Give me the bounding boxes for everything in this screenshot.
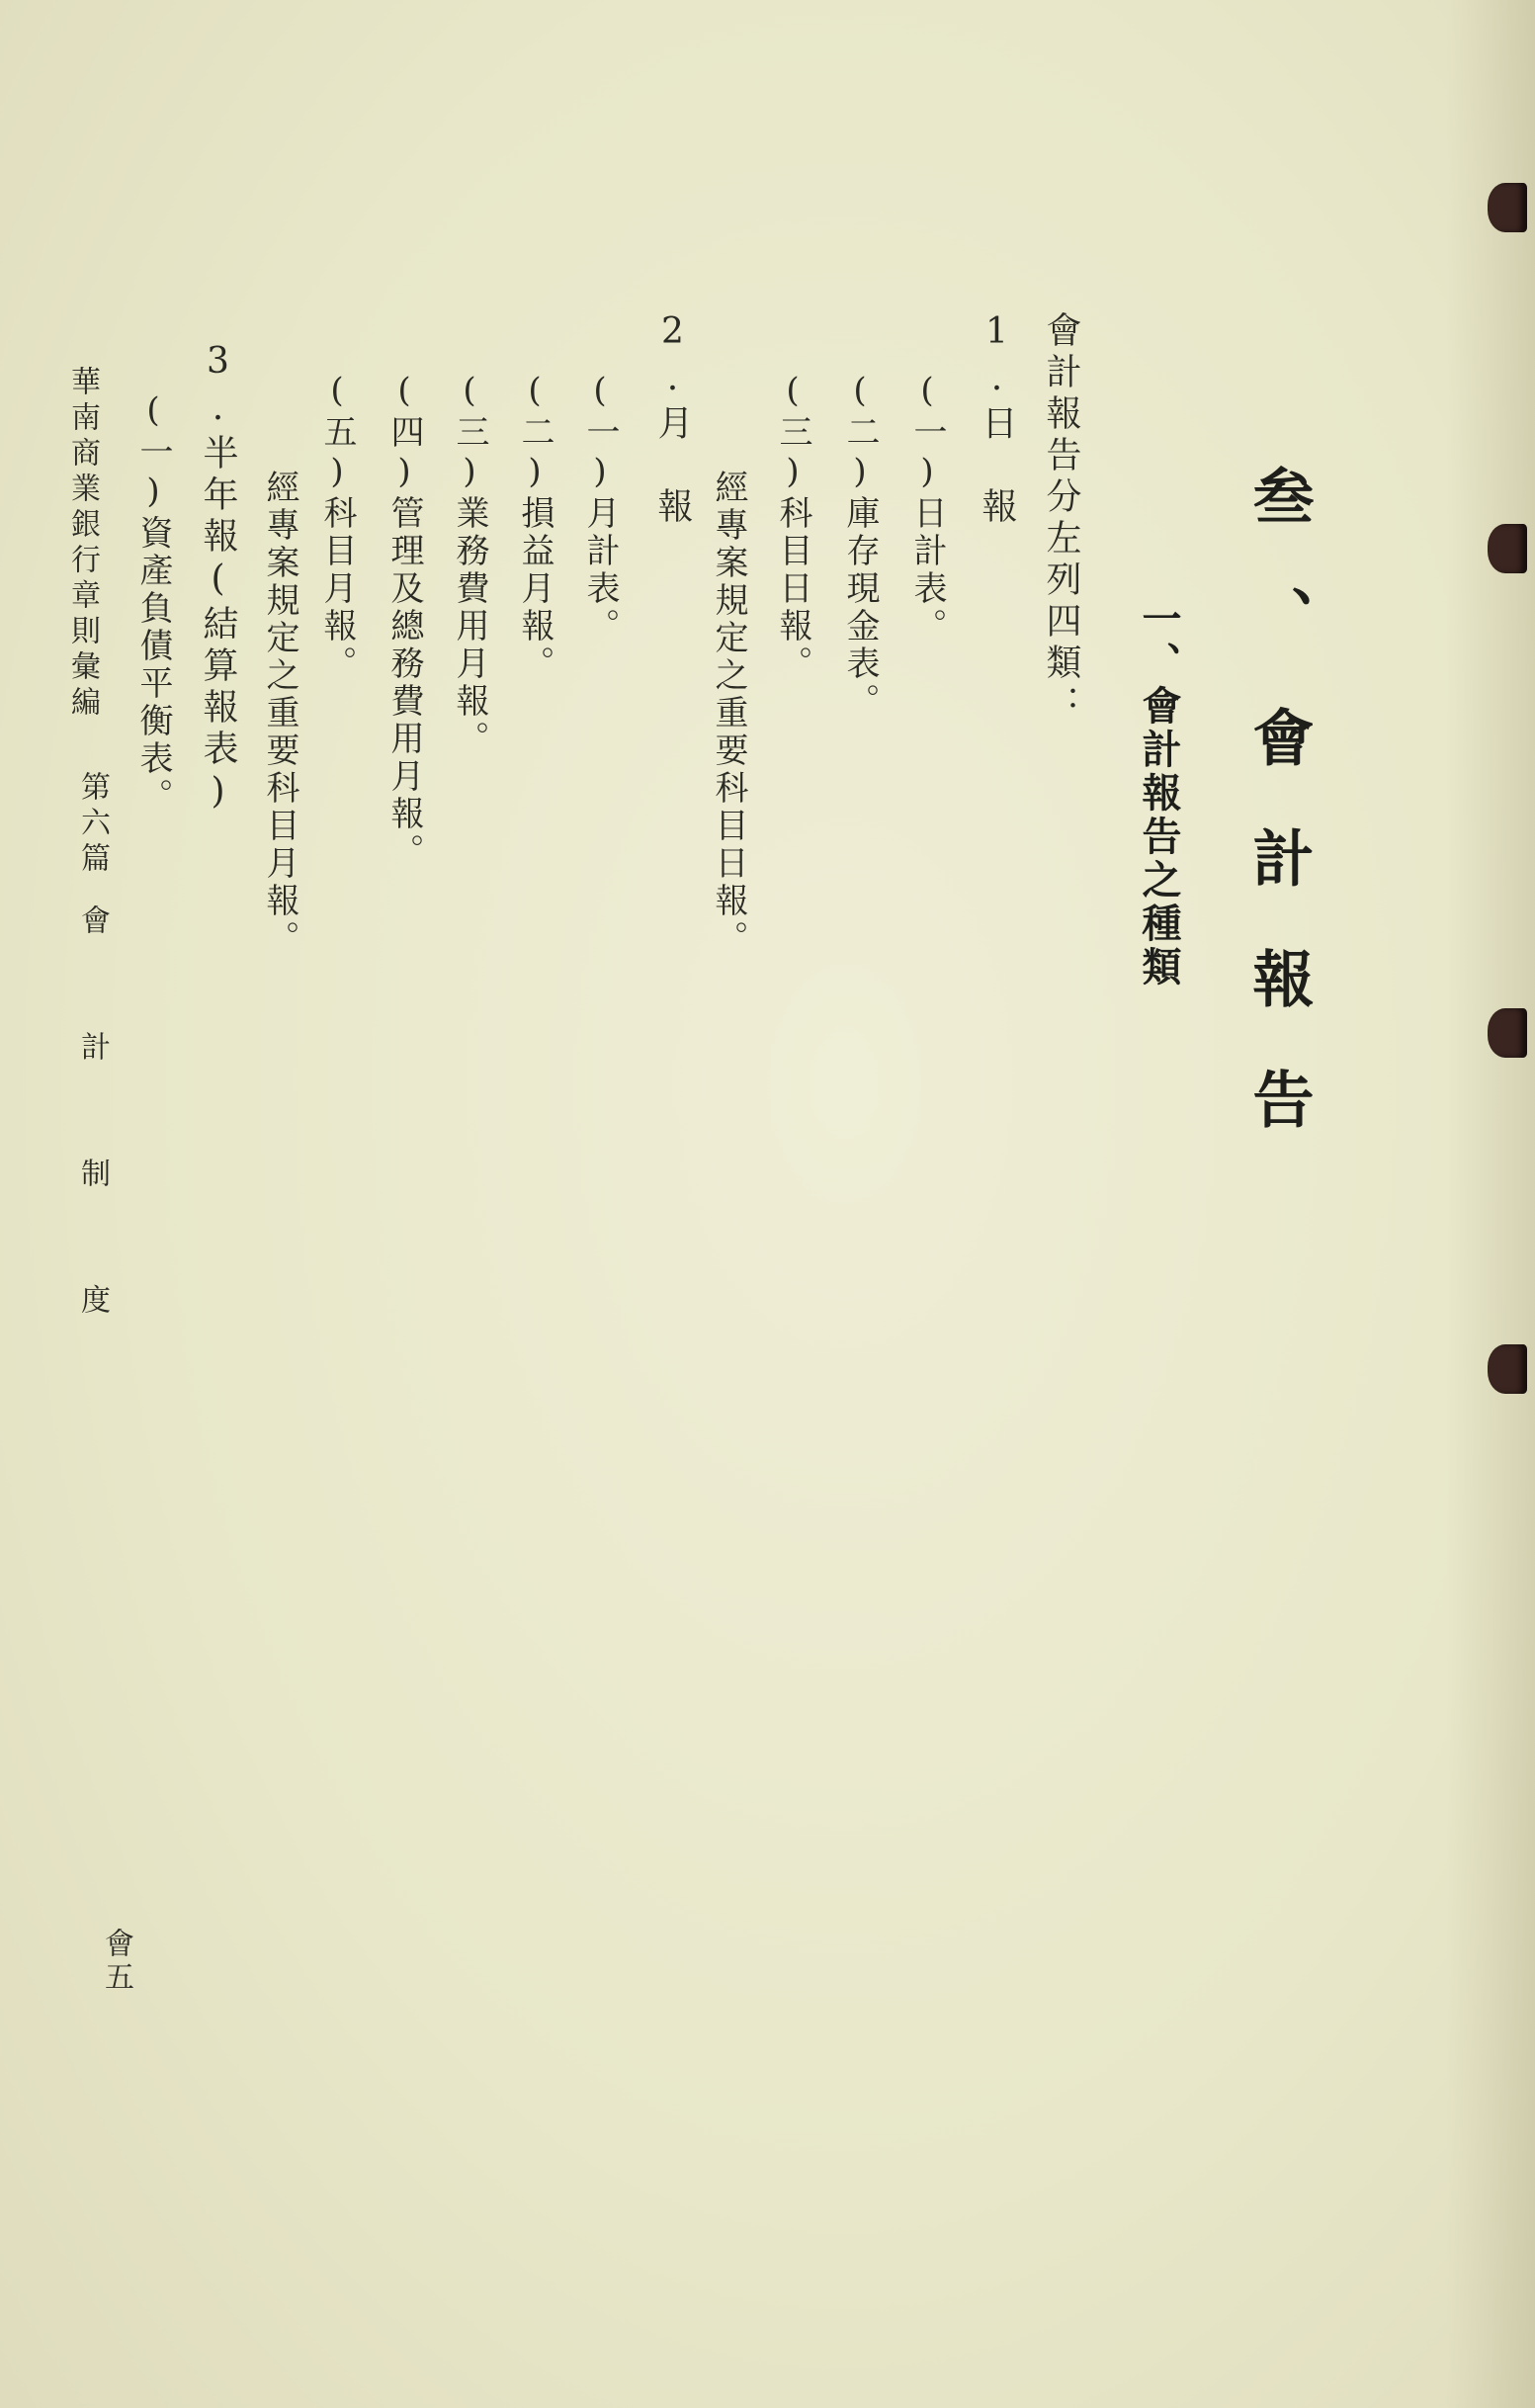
list-item: (二)庫存現金表。 — [840, 371, 880, 721]
group-number: 1. — [977, 311, 1017, 404]
group-title: 半年報(結算報表) — [198, 434, 238, 817]
group-heading-daily — [977, 311, 1017, 529]
list-item: (五)科目月報。 — [317, 371, 357, 683]
binding-hole-icon — [1488, 524, 1527, 573]
book-title: 華南商業銀行章則彙編 — [65, 366, 100, 722]
page-edge-shadow — [1446, 0, 1535, 2408]
list-item: (三)科目日報。 — [773, 371, 812, 683]
group-heading-semiannual — [198, 341, 238, 817]
list-item: (一)月計表。 — [580, 371, 620, 645]
list-item: (一)資產負債平衡表。 — [133, 390, 173, 816]
binding-hole-icon — [1488, 183, 1527, 232]
list-item: 經專案規定之重要科目日報。 — [709, 470, 748, 958]
intro-text: 會計報告分左列四類： — [1041, 311, 1081, 727]
section-heading: 一、會計報告之種類 — [1136, 598, 1182, 989]
binding-hole-icon — [1488, 1008, 1527, 1058]
page-title: 叁、會計報告 — [1242, 465, 1315, 1188]
chapter-label: 會 計 制 度 — [75, 904, 110, 1347]
binding-hole-icon — [1488, 1344, 1527, 1394]
group-number: 3. — [198, 341, 238, 434]
list-item: (四)管理及總務費用月報。 — [384, 371, 424, 871]
list-item: (三)業務費用月報。 — [450, 371, 489, 758]
page-number: 會五 — [99, 1928, 133, 1995]
list-item: 經專案規定之重要科目月報。 — [260, 470, 299, 958]
part-label: 第六篇 — [75, 771, 110, 878]
list-item: (二)損益月報。 — [515, 371, 554, 683]
group-title: 月 報 — [652, 404, 693, 529]
group-number: 2. — [652, 311, 693, 404]
list-item: (一)日計表。 — [907, 371, 947, 645]
group-title: 日 報 — [977, 404, 1017, 529]
group-heading-monthly — [652, 311, 693, 529]
